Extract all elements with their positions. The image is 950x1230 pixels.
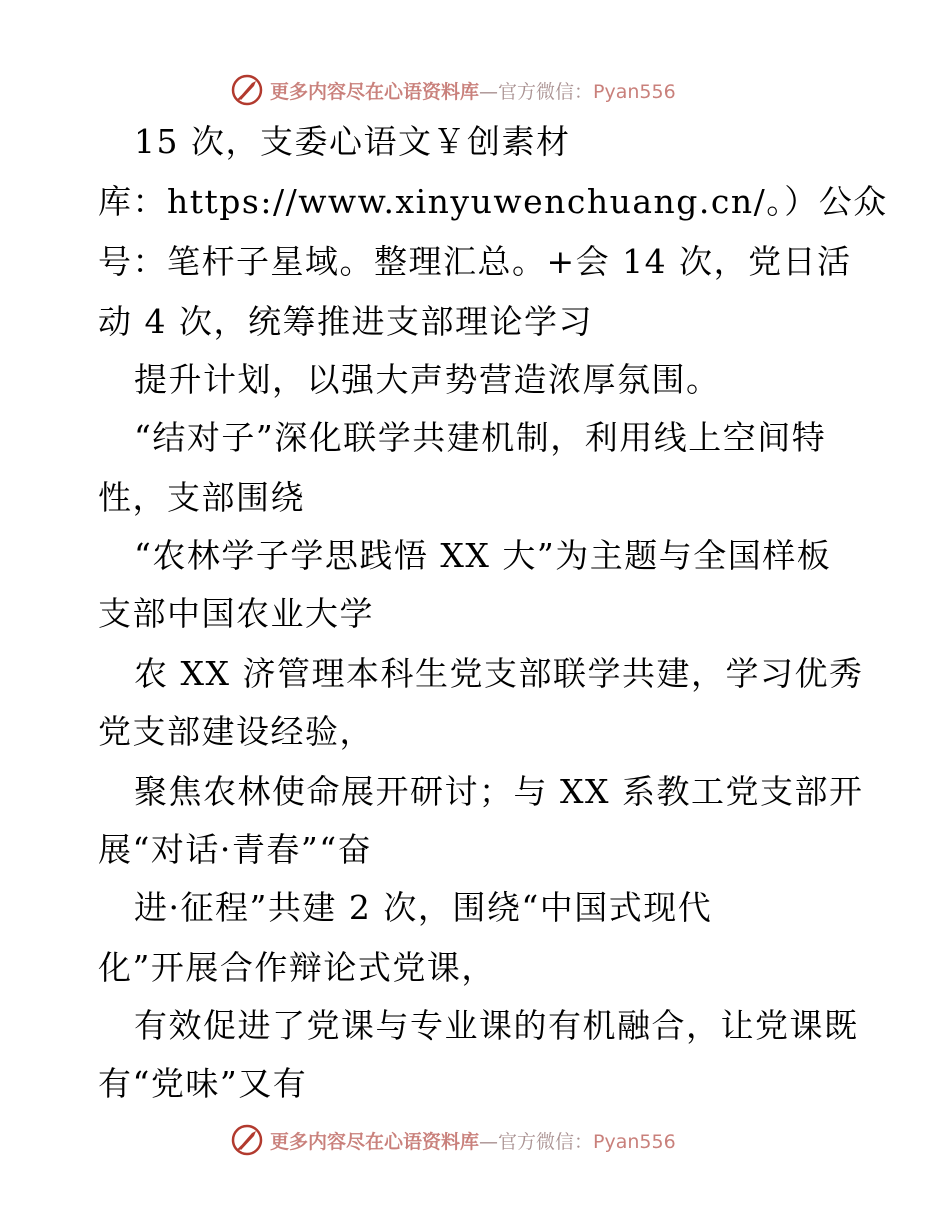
text-line: 动 4 次，统筹推进支部理论学习 — [98, 302, 593, 341]
quill-circle-icon — [230, 73, 264, 107]
watermark-separator: — — [479, 80, 499, 103]
text-line: “结对子”深化联学共建机制，利用线上空间特 — [134, 418, 827, 457]
text-line: 农 XX 济管理本科生党支部联学共建，学习优秀 — [134, 654, 864, 693]
text-line: 有效促进了党课与专业课的有机融合，让党课既 — [134, 1006, 859, 1045]
watermark-separator: — — [479, 1130, 499, 1153]
watermark-header — [230, 70, 730, 110]
watermark-account: Pyan556 — [593, 80, 676, 103]
text-line: 党支部建设经验， — [98, 712, 374, 751]
text-line: 15 次，支委心语文￥创素材 — [134, 122, 571, 161]
text-line: 性，支部围绕 — [98, 478, 305, 517]
text-line: 库：https://www.xinyuwenchuang.cn/。）公众 — [98, 182, 888, 221]
text-line: 号：笔杆子星域。整理汇总。+会 14 次，党日活 — [98, 242, 852, 281]
watermark-footer — [230, 1120, 730, 1160]
quill-circle-icon — [230, 1123, 264, 1157]
text-line: “农林学子学思践悟 XX 大”为主题与全国样板 — [134, 536, 832, 575]
watermark-brand: 更多内容尽在心语资料库 — [270, 80, 480, 103]
text-line: 展“对话·青春”“奋 — [98, 830, 373, 869]
watermark-account: Pyan556 — [593, 1130, 676, 1153]
text-line: 化”开展合作辩论式党课， — [98, 948, 496, 987]
text-line: 进·征程”共建 2 次，围绕“中国式现代 — [134, 888, 713, 927]
text-line: 支部中国农业大学 — [98, 594, 374, 633]
watermark-official: 官方微信： — [498, 80, 594, 103]
text-line: 有“党味”又有 — [98, 1064, 308, 1103]
watermark-official: 官方微信： — [498, 1130, 594, 1153]
watermark-brand: 更多内容尽在心语资料库 — [270, 1130, 480, 1153]
text-line: 提升计划，以强大声势营造浓厚氛围。 — [134, 360, 721, 399]
text-line: 聚焦农林使命展开研讨；与 XX 系教工党支部开 — [134, 772, 864, 811]
